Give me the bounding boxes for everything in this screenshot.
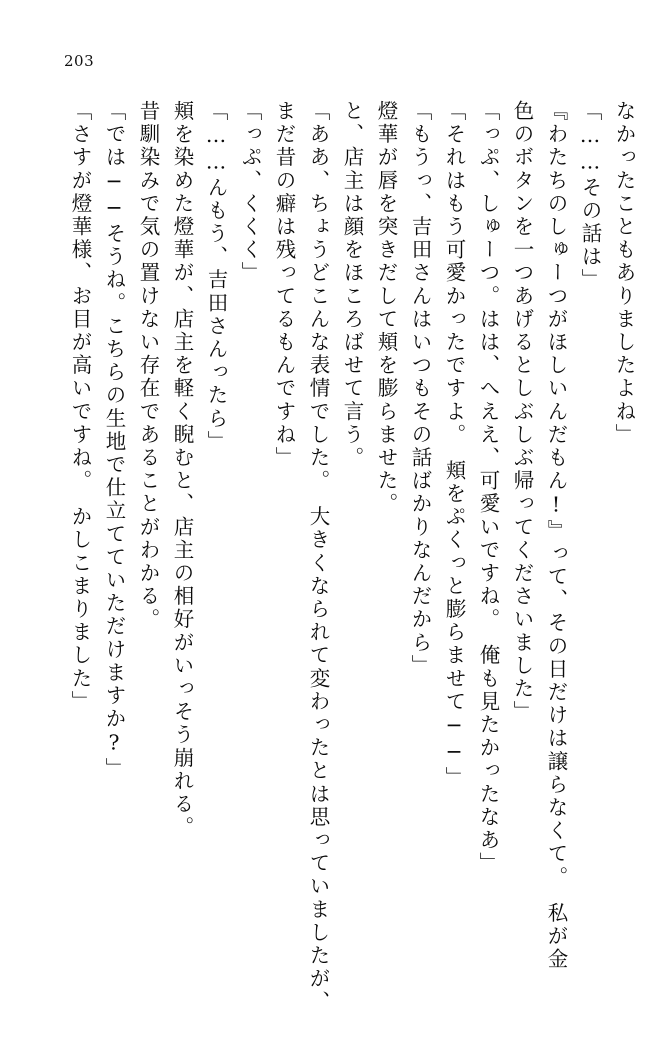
text-line: 頬を染めた燈華が、店主を軽く睨むと、店主の相好がいっそう崩れる。 (170, 100, 194, 840)
vertical-text-body (34, 100, 636, 1014)
text-line: 「それはもう可愛かったですよ。 頬をぷくっと膨らませて──」 (442, 100, 466, 790)
text-line: 「ああ、ちょうどこんな表情でした。 大きくなられて変わったとは思っていましたが、 (306, 100, 330, 1014)
text-line: 「……その話は」 (578, 100, 602, 292)
text-line: 「っぷ、しゅーつ。はは、へええ、可愛いですね。 俺も見たかったなあ」 (476, 100, 500, 876)
text-line: 「……んもう、吉田さんったら」 (204, 100, 228, 454)
text-line: 『わたちのしゅーつがほしいんだもん!』って、その日だけは譲らなくて。 私が金 (544, 100, 568, 972)
text-line: なかったこともありましたよね」 (612, 100, 636, 447)
text-line: 「では──そうね。こちらの生地で仕立てていただけますか?」 (102, 100, 126, 781)
text-line: 「もうっ、吉田さんはいつもその話ばかりなんだから」 (408, 100, 432, 678)
text-line: 「さすが燈華様、お目が高いですね。 かしこまりました」 (68, 100, 92, 714)
text-line: まだ昔の癖は残ってるもんですね」 (272, 100, 296, 470)
text-line: 昔馴染みで気の置けない存在であることがわかる。 (136, 100, 160, 632)
text-line: 燈華が唇を突きだして頬を膨らませた。 (374, 100, 398, 516)
text-line: 「っぷ、くくく」 (238, 100, 262, 285)
text-line: と、店主は顔をほころばせて言う。 (340, 100, 364, 470)
text-line: 色のボタンを一つあげるとしぶしぶ帰ってくださいました」 (510, 100, 534, 724)
page-number: 203 (64, 52, 95, 70)
